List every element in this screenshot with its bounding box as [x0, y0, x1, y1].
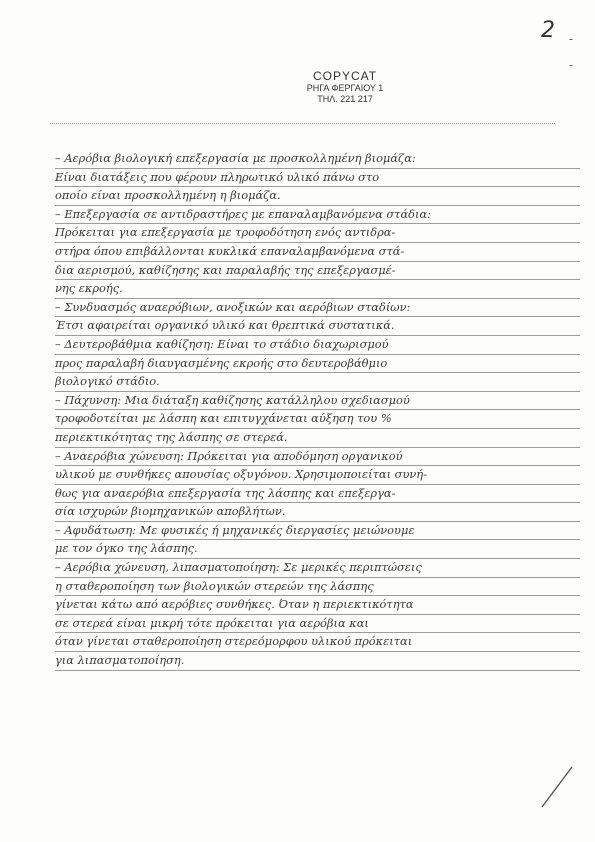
note-line: βιολογικό στάδιο.	[55, 373, 580, 392]
note-line: – Αφυδάτωση: Με φυσικές ή μηχανικές διεργασίες μειώνουμε	[55, 522, 580, 541]
note-line: θως για αναερόβια επεξεργασία της λάσπης και επεξεργα-	[55, 485, 580, 504]
note-line: δια αερισμού, καθίζησης και παραλαβής της επεξεργασμέ-	[55, 262, 580, 281]
note-line: τροφοδοτείται με λάσπη και επιτυγχάνεται αύξηση του %	[55, 410, 580, 429]
stamp-title: COPYCAT	[312, 69, 378, 83]
page-number: 2	[541, 18, 555, 43]
note-line: προς παραλαβή διαυγασμένης εκροής στο δευτεροβάθμιο	[55, 355, 580, 374]
note-line: – Δευτεροβάθμια καθίζηση: Είναι το στάδιο διαχωρισμού	[55, 336, 580, 355]
note-line: Πρόκειται για επεξεργασία με τροφοδότηση ενός αντιδρα-	[55, 224, 580, 243]
copyshop-stamp	[260, 70, 430, 105]
note-line: για λιπασματοποίηση.	[55, 652, 580, 671]
note-line: σε στερεά είναι μικρή τότε πρόκειται για αερόβια και	[55, 615, 580, 634]
margin-mark: -	[568, 58, 573, 72]
note-line: – Αναερόβια χώνευση: Πρόκειται για αποδόμηση οργανικού	[55, 448, 580, 467]
note-line: στήρα όπου επιβάλλονται κυκλικά επαναλαμβανόμενα στά-	[55, 243, 580, 262]
note-line: – Επεξεργασία σε αντιδραστήρες με επαναλαμβανόμενα στάδια:	[55, 206, 580, 225]
stamp-address: ΡΗΓΑ ΦΕΡΓΑΙΟΥ 1	[306, 83, 384, 93]
note-line: – Αερόβια βιολογική επεξεργασία με προσκολλημένη βιομάζα:	[55, 150, 580, 169]
note-line: – Αερόβια χώνευση, λιπασματοποίηση: Σε μερικές περιπτώσεις	[55, 559, 580, 578]
note-line: υλικού με συνθήκες απουσίας οξυγόνου. Χρησιμοποιείται συνή-	[55, 466, 580, 485]
divider-line	[50, 123, 555, 124]
note-line: σία ισχυρών βιομηχανικών αποβλήτων.	[55, 503, 580, 522]
note-line: – Συνδυασμός αναερόβιων, ανοξικών και αερόβιων σταδίων:	[55, 299, 580, 318]
note-line: – Πάχυνση: Μια διάταξη καθίζησης κατάλληλου σχεδιασμού	[55, 392, 580, 411]
note-line: οποίο είναι προσκολλημένη η βιομάζα.	[55, 187, 580, 206]
note-line: περιεκτικότητας της λάσπης σε στερεά.	[55, 429, 580, 448]
margin-slash-mark	[540, 765, 574, 809]
margin-mark: -	[568, 32, 573, 46]
note-line: νης εκροής.	[55, 280, 580, 299]
note-line: γίνεται κάτω από αερόβιες συνθήκες. Όταν η περιεκτικότητα	[55, 596, 580, 615]
note-line: Έτσι αφαιρείται οργανικό υλικό και θρεπτικά συστατικά.	[55, 317, 580, 336]
note-line: η σταθεροποίηση των βιολογικών στερεών της λάσπης	[55, 578, 580, 597]
note-line: με τον όγκο της λάσπης.	[55, 540, 580, 559]
note-line: όταν γίνεται σταθεροποίηση στερεόμορφου υλικού πρόκειται	[55, 633, 580, 652]
stamp-phone: ΤΗΛ. 221 217	[317, 94, 373, 104]
handwritten-notes	[55, 150, 580, 671]
note-line: Είναι διατάξεις που φέρουν πληρωτικό υλικό πάνω στο	[55, 169, 580, 188]
